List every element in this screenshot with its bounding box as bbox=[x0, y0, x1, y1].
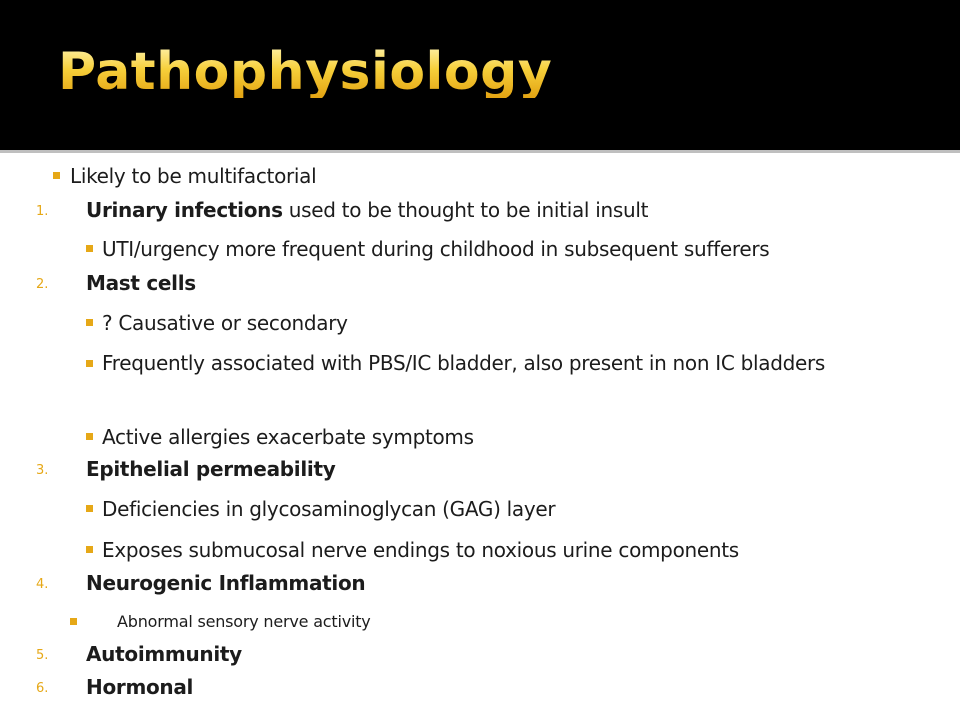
list-item-text: ? Causative or secondary bbox=[102, 311, 348, 335]
list-item-bold: Neurogenic Inflammation bbox=[86, 571, 366, 595]
list-number: 1. bbox=[36, 204, 49, 219]
bullet-icon bbox=[70, 618, 77, 625]
bullet-icon bbox=[86, 360, 93, 367]
list-item-text bbox=[86, 198, 648, 222]
bullet-icon bbox=[53, 172, 60, 179]
bullet-icon bbox=[86, 433, 93, 440]
bullet-icon bbox=[86, 245, 93, 252]
bullet-icon bbox=[86, 546, 93, 553]
list-number: 4. bbox=[36, 577, 49, 592]
list-item-text: UTI/urgency more frequent during childhood in subsequent sufferers bbox=[102, 237, 770, 261]
bullet-icon bbox=[86, 319, 93, 326]
list-item-text bbox=[86, 675, 193, 699]
list-item-rest: used to be thought to be initial insult bbox=[282, 198, 649, 222]
list-number: 3. bbox=[36, 463, 49, 478]
list-item-text: Deficiencies in glycosaminoglycan (GAG) layer bbox=[102, 497, 556, 521]
list-item-text bbox=[86, 571, 365, 595]
list-number: 5. bbox=[36, 648, 49, 663]
list-item-text bbox=[86, 642, 242, 666]
list-number: 6. bbox=[36, 681, 49, 696]
list-item-bold: Epithelial permeability bbox=[86, 457, 336, 481]
slide-title: Pathophysiology bbox=[58, 42, 553, 102]
list-item-text: Likely to be multifactorial bbox=[70, 164, 317, 188]
bullet-icon bbox=[86, 505, 93, 512]
list-item-text bbox=[86, 271, 196, 295]
title-divider bbox=[0, 150, 960, 153]
list-item-bold: Hormonal bbox=[86, 675, 194, 699]
list-item-text: Abnormal sensory nerve activity bbox=[117, 612, 371, 631]
list-item-text: Active allergies exacerbate symptoms bbox=[102, 425, 474, 449]
list-item-text: Exposes submucosal nerve endings to noxious urine components bbox=[102, 538, 739, 562]
list-item-bold: Urinary infections bbox=[86, 198, 283, 222]
list-item-text bbox=[86, 457, 335, 481]
list-item-bold: Mast cells bbox=[86, 271, 196, 295]
list-item-bold: Autoimmunity bbox=[86, 642, 242, 666]
list-number: 2. bbox=[36, 277, 49, 292]
list-item-text: Frequently associated with PBS/IC bladder, also present in non IC bladders bbox=[102, 351, 826, 375]
